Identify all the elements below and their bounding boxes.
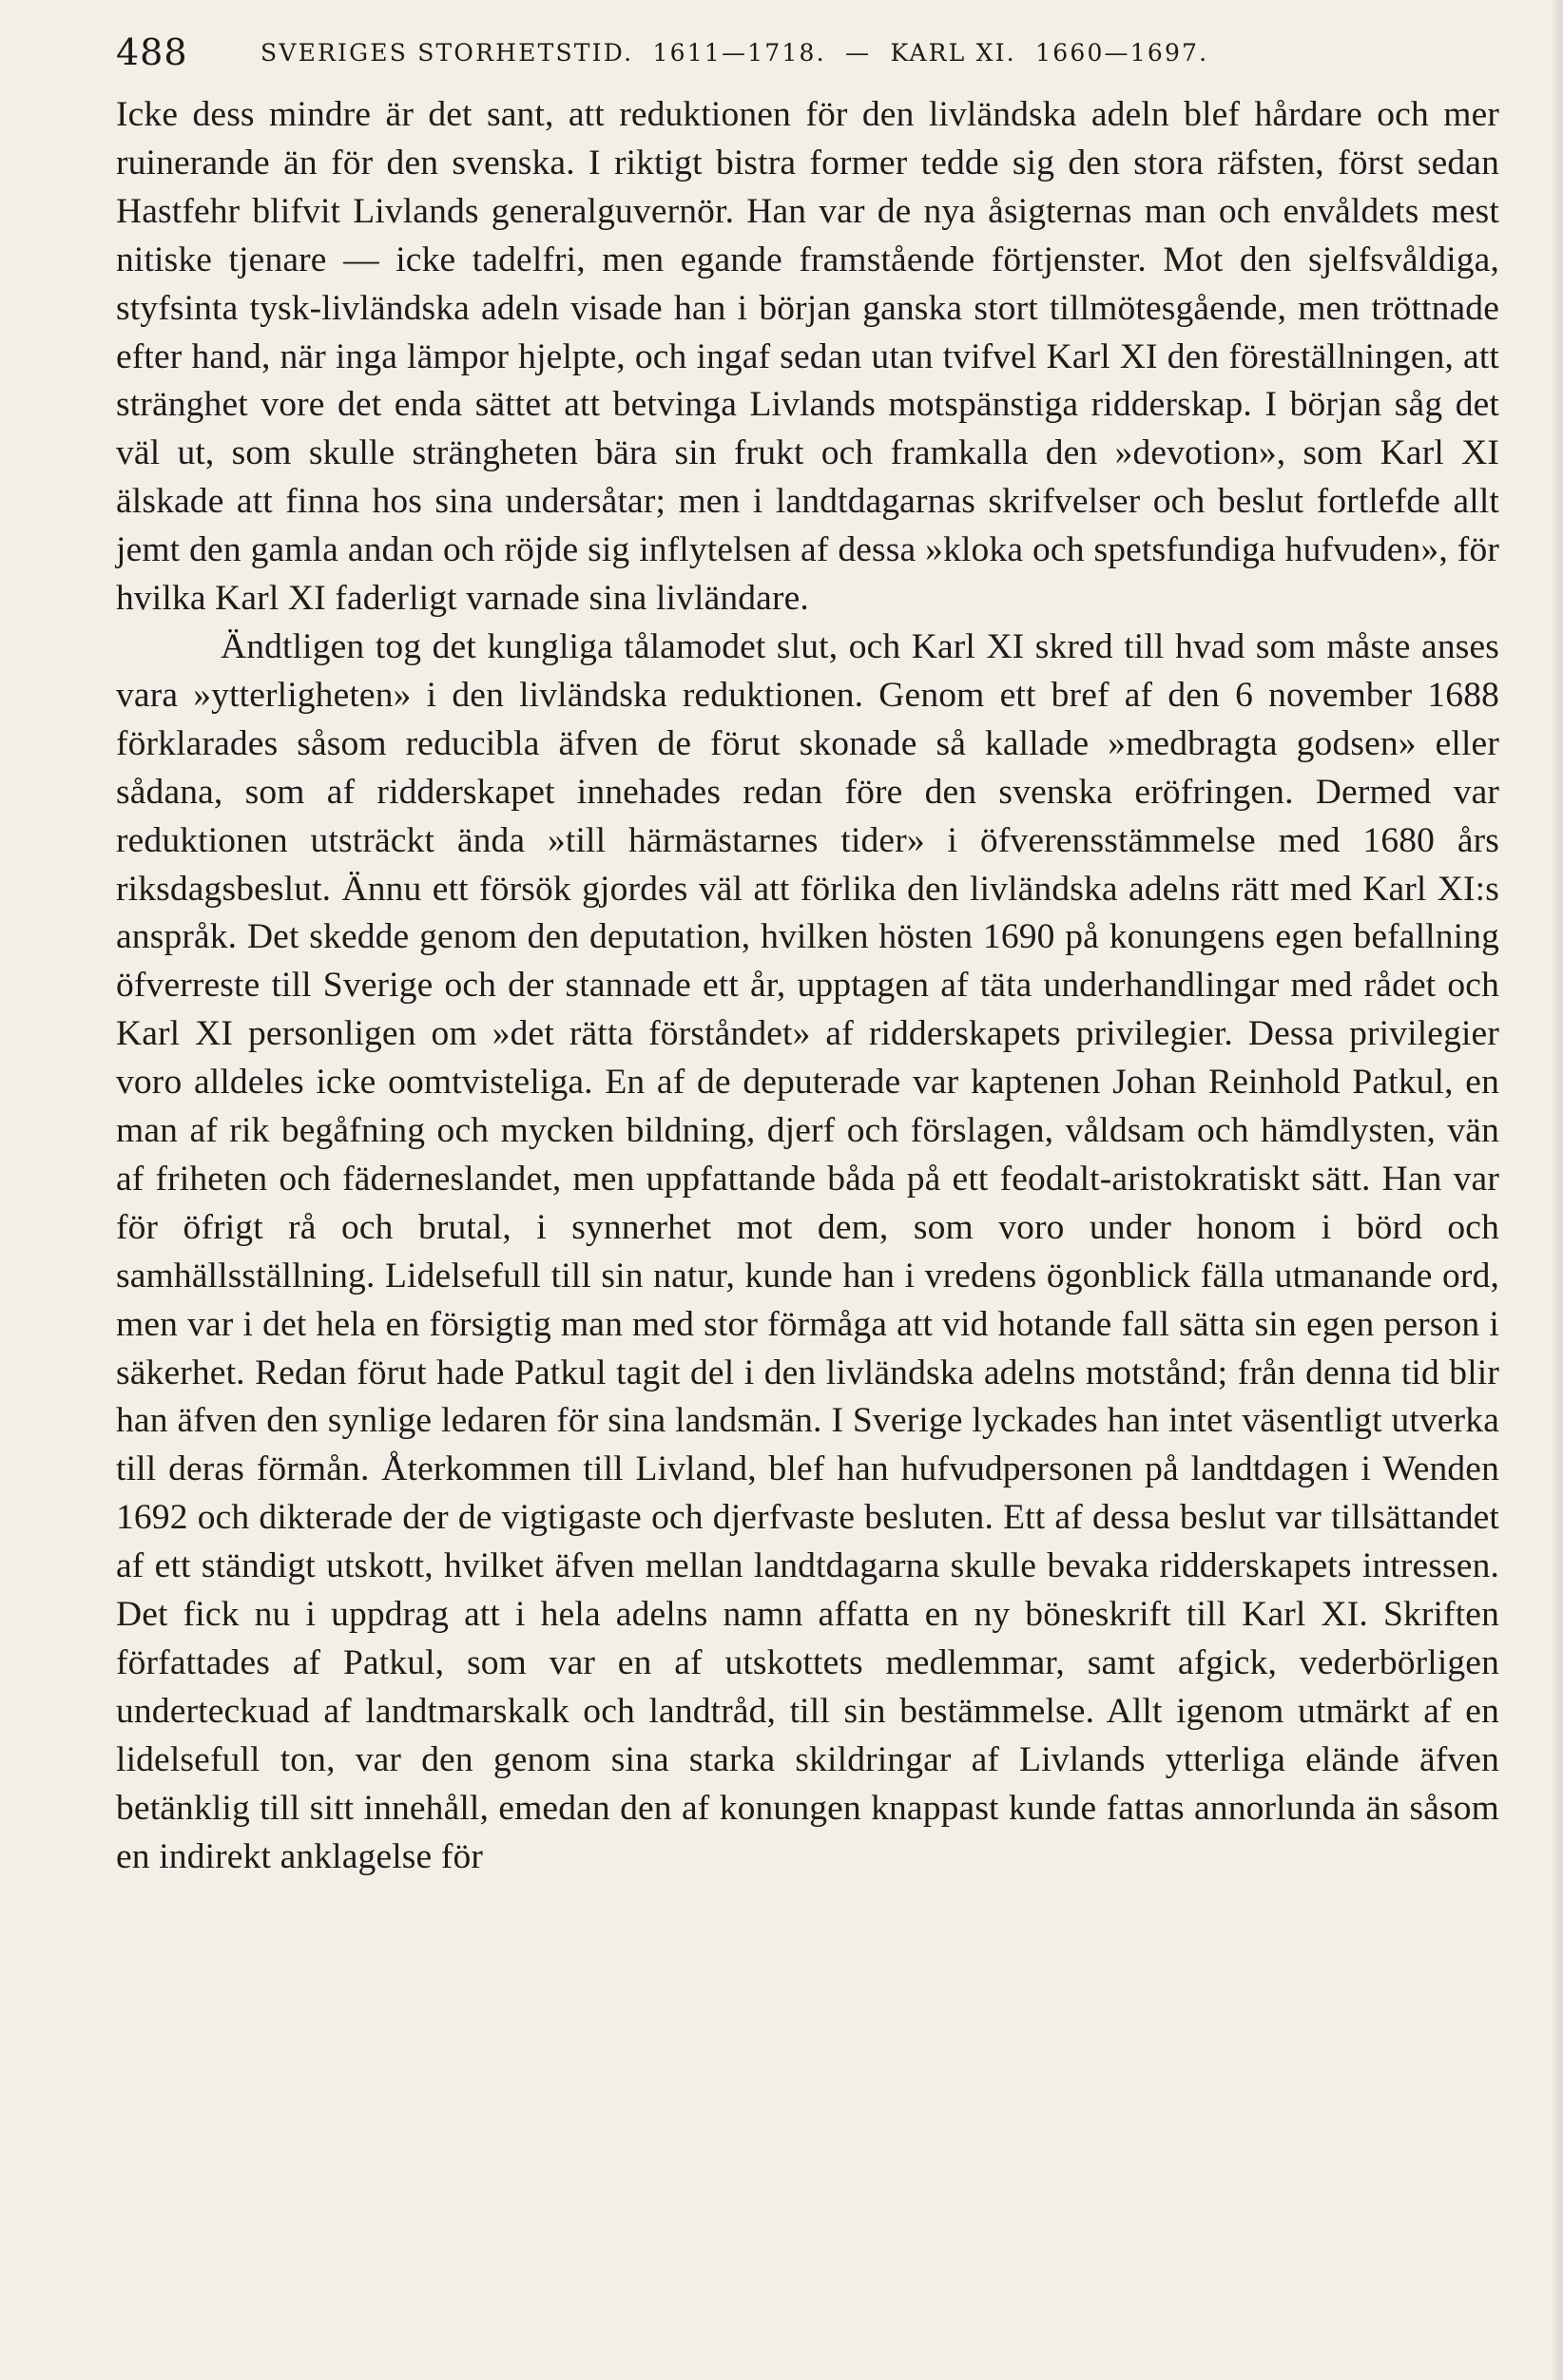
paragraph-2: Ändtligen tog det kungliga tålamodet slut, och Karl XI skred till hvad som måste anses vara »ytterligheten» i den livländska reduktionen. Genom ett bref af den 6 november 1688 förklarades såsom reducibla äfven de förut skonade så kallade »medbragta godsen» eller sådana, som af ridderskapet innehades redan före den svenska eröfringen. Dermed var reduktionen utsträckt ända »till härmästarnes tider» i öfverensstämmelse med 1680 års riksdagsbeslut. Ännu ett försök gjordes väl att förlika den livländska adelns rätt med Karl XI:s anspråk. Det skedde genom den deputation, hvilken hösten 1690 på konungens egen befallning öfverreste till Sverige och der stannade ett år, upptagen af täta underhandlingar med rådet och Karl XI personligen om »det rätta förståndet» af ridderskapets privilegier. Dessa privilegier voro alldeles icke oomtvisteliga. En af de deputerade var kaptenen Johan Reinhold Patkul, en man af rik begåfning och mycken bildning, djerf och förslagen, våldsam och hämdlysten, vän af friheten och fäderneslandet, men uppfattande båda på ett feodalt-aristokratiskt sätt. Han var för öfrigt rå och brutal, i synnerhet mot dem, som voro under honom i börd och samhällsställning. Lidelsefull till sin natur, kunde han i vredens ögonblick fälla utmanande ord, men var i det hela en försigtig man med stor förmåga att vid hotande fall sätta sin egen person i säkerhet. Redan förut hade Patkul tagit del i den livländska adelns motstånd; från denna tid blir han äfven den synlige ledaren för sina landsmän. I Sverige lyckades han intet väsentligt utverka till deras förmån. Återkommen till Livland, blef han hufvudpersonen på landtdagen i Wenden 1692 och dikterade der de vigtigaste och djerfvaste besluten. Ett af dessa beslut var tillsättandet af ett ständigt utskott, hvilket äfven mellan landtdagarna skulle bevaka ridderskapets intressen. Det fick nu i uppdrag att i hela adelns namn affatta en ny böneskrift till Karl XI. Skriften författades af Patkul, som var en af utskottets medlemmar, samt afgick, vederbörligen underteckuad af landtmarskalk och landtråd, till sin bestämmelse. Allt igenom utmärkt af en lidelsefull ton, var den genom sina starka skildringar af Livlands ytterliga elände äfven betänklig till sitt innehåll, emedan den af konungen knappast kunde fattas annorlunda än såsom en indirekt anklagelse för: [116, 626, 1499, 1876]
running-header: [116, 29, 1499, 76]
running-title: SVERIGES STORHETSTID. 1611—1718. — KARL XI. 1660—1697.: [260, 39, 1209, 67]
body-text: [116, 91, 1499, 1882]
paragraph-1: Icke dess mindre är det sant, att reduktionen för den livländska adeln blef hårdare och mer ruinerande än för den svenska. I riktigt bistra former tedde sig den stora räfsten, först sedan Hastfehr blifvit Livlands generalguvernör. Han var de nya åsigternas man och envåldets mest nitiske tjenare — icke tadelfri, men egande framstående förtjenster. Mot den sjelfsvåldiga, styfsinta tysk-livländska adeln visade han i början ganska stort tillmötesgående, men tröttnade efter hand, när inga lämpor hjelpte, och ingaf sedan utan tvifvel Karl XI den föreställningen, att stränghet vore det enda sättet att betvinga Livlands motspänstiga ridderskap. I början såg det väl ut, som skulle strängheten bära sin frukt och framkalla den »devotion», som Karl XI älskade att finna hos sina undersåtar; men i landtdagarnas skrifvelser och beslut fortlefde allt jemt den gamla andan och röjde sig inflytelsen af dessa »kloka och spetsfundiga hufvuden», för hvilka Karl XI faderligt varnade sina livländare.: [116, 95, 1499, 619]
page-number: 488: [116, 31, 188, 73]
